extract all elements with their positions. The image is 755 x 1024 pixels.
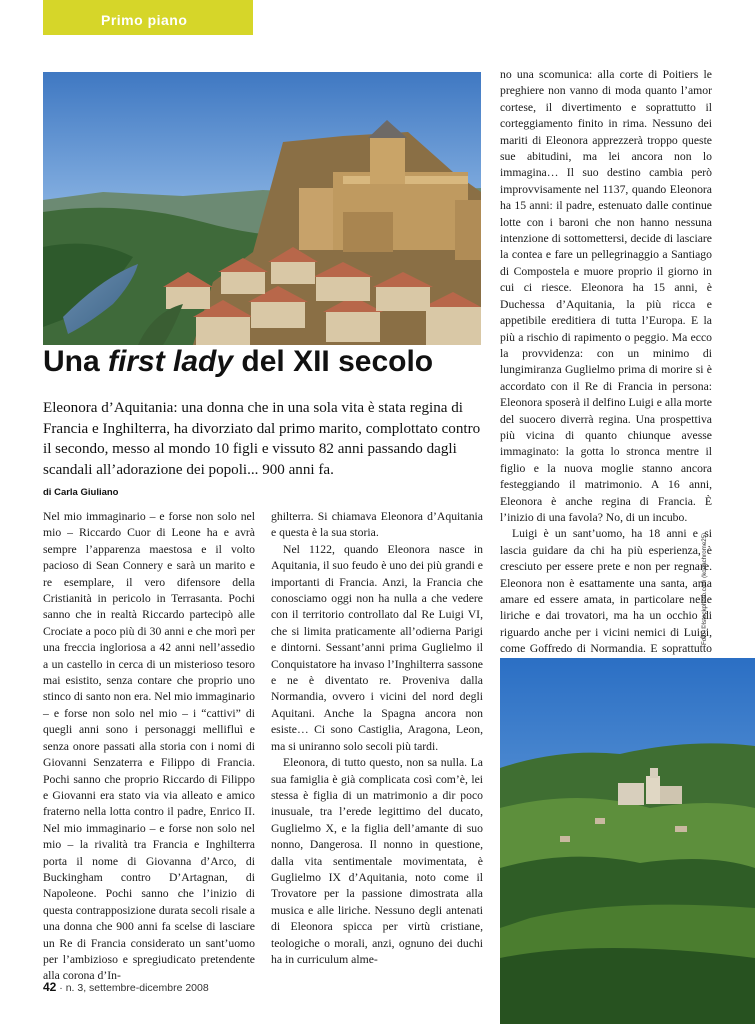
article-column-2 <box>271 509 483 968</box>
title-em: first lady <box>108 345 234 378</box>
castle-photo <box>43 72 481 345</box>
article-column-3 <box>500 67 712 674</box>
landscape-photo <box>500 658 755 1024</box>
paragraph: Nel mio immaginario – e forse non solo nel mio – Riccardo Cuor di Leone ha e avrà sempre l’apparenza maestosa e il volto pacioso di Sean Connery e sarà un marito e re esemplare, il vero difensore della Cristianità in pericolo in Terrasanta. Pochi sanno che in realtà Riccardo partecipò alle Crociate a poco più di 30 anni e che morì per una freccia ingloriosa a 42 anni nell’assedio a un castello in cerca di un misterioso tesoro mai esistito, senza contare che proprio uno stinco di santo non era. Nel mio immaginario – e forse non solo nel mio – i “cattivi” di quegli anni sono i personaggi mellifluì e senza onore passati alla storia con i nomi di Giovanni Senzaterra e Filippo di Francia. Pochi sanno che proprio Riccardo di Filippo e Giovanni era stato via via alleato e amico fraterno nella lotta contro il padre, Enrico II. Nel mio immaginario – e forse non solo nel mio – la rivalità tra Francia e Inghilterra porta il nome di Giovanna d’Arco, di Buckingham contro D’Artagnan, di Napoleone. Pochi sanno che l’inizio di questa contrapposizione durata secoli risale a una donna che 900 anni fa scelse di lasciare un Re di Francia considerato un sant’uomo per l’ambizioso e spregiudicato pretendente alla corona d’In- <box>43 510 255 983</box>
photo-credit: Foto: ©Istockphoto.com (kodachrome25) <box>701 532 708 645</box>
paragraph: Eleonora, di tutto questo, non sa nulla. La sua famiglia è già complicata così com’è, lei stessa è figlia di un matrimonio a dir poco inusuale, tra l’erede legittimo del ducato, Guglielmo X, e la figlia dell’amante di suo nonno, Dangerosa. Il nonno in questione, dalla vita sentimentale movimentata, è Guglielmo IX d’Aquitania, noto come il Trovatore per la passione dimostrata alla musica e alle liriche. Nessuno degli antenati di Eleonora spicca per virtù cristiane, teologiche o morali, anzi, ognuno dei duchi ha in curriculum alme- <box>271 756 483 966</box>
page-footer <box>43 980 209 994</box>
paragraph: ghilterra. Si chiamava Eleonora d’Aquitania e questa è la sua storia. <box>271 510 483 540</box>
section-tag <box>43 0 253 35</box>
title-post: del XII secolo <box>233 345 434 378</box>
footer-separator: · <box>59 982 63 994</box>
page-number: 42 <box>43 980 57 994</box>
section-label: Primo piano <box>101 12 188 28</box>
article-column-1 <box>43 509 255 985</box>
paragraph: Luigi è un sant’uomo, ha 18 anni e si lascia guidare da chi ha più esperienza, è cresciuto per essere prete e non per regnare. Eleonora non è esattamente una santa, ama amare ed essere amata, in particolare nelle liriche e dai trovatori, ma ha un occhio di riguardo anche per i vicini nemici di Luigi, come Goffredo di Normandia. E soprattutto <box>500 527 712 656</box>
byline: di Carla Giuliano <box>43 487 119 498</box>
title-pre: Una <box>43 345 109 378</box>
paragraph: Nel 1122, quando Eleonora nasce in Aquitania, il suo feudo è uno dei più grandi e importanti di Francia. Anzi, la Francia che conosciamo oggi non ha nulla a che vedere con il territorio controllato dal Re Luigi VI, che si limita praticamente all’odierna Parigi e dintorni. Sessant’anni prima Guglielmo il Conquistatore ha invaso l’Inghilterra sassone e ne è diventato re. Proveniva dalla Normandia, ovvero i vicini del nord degli Aquitani. Anche la Spagna ancora non esiste… Ci sono Castiglia, Aragona, Leon, ma si uniranno solo secoli più tardi. <box>271 542 483 753</box>
article-lead: Eleonora d’Aquitania: una donna che in una sola vita è stata regina di Francia e Inghilterra, ha divorziato dal primo marito, complottato contro il secondo, messo al mondo 10 figli e vissuto 82 anni passando dagli scandali all’adorazione dei popoli... 900 anni fa. <box>43 400 481 478</box>
article-title <box>43 345 488 379</box>
issue-info: n. 3, settembre-dicembre 2008 <box>65 982 209 994</box>
paragraph: no una scomunica: alla corte di Poitiers le preghiere non vanno di moda quanto l’amor cortese, il divertimento e soprattutto il corteggiamento finito in rima. Nessuno dei mariti di Eleonora apprezzerà troppo queste sue abitudini, ma lei ancora non lo immagina… Il suo destino cambia però improvvisamente nel 1137, quando Eleonora ha 15 anni: il padre, estenuato dalle continue lotte con i baroni che non hanno nessuna intenzione di sottomettersi, decide di lasciare la contea e fare un pellegrinaggio a Santiago di Compostela e muore proprio il giorno in cui ci riesce. Eleonora ha 15 anni, è Duchessa d’Aquitania, la più ricca e appetibile ereditiera di tutta l’Europa. E la più a rischio di rapimento o peggio. Ma ecco la provvidenza: con un minimo di lungimiranza Guglielmo prima di morire si è accordato con il Re di Francia in persona: Eleonora sposerà il delfino Luigi e alla morte del suocero diverrà regina. Una prospettiva più vicina di quanto chiunque avesse immaginato: la gotta lo stronca mentre il figlio e la nuova moglie stanno ancora festeggiando il matrimonio. A 16 anni, Eleonora è anche regina di Francia. È l’inizio di una favola? No, di un incubo. <box>500 68 712 524</box>
